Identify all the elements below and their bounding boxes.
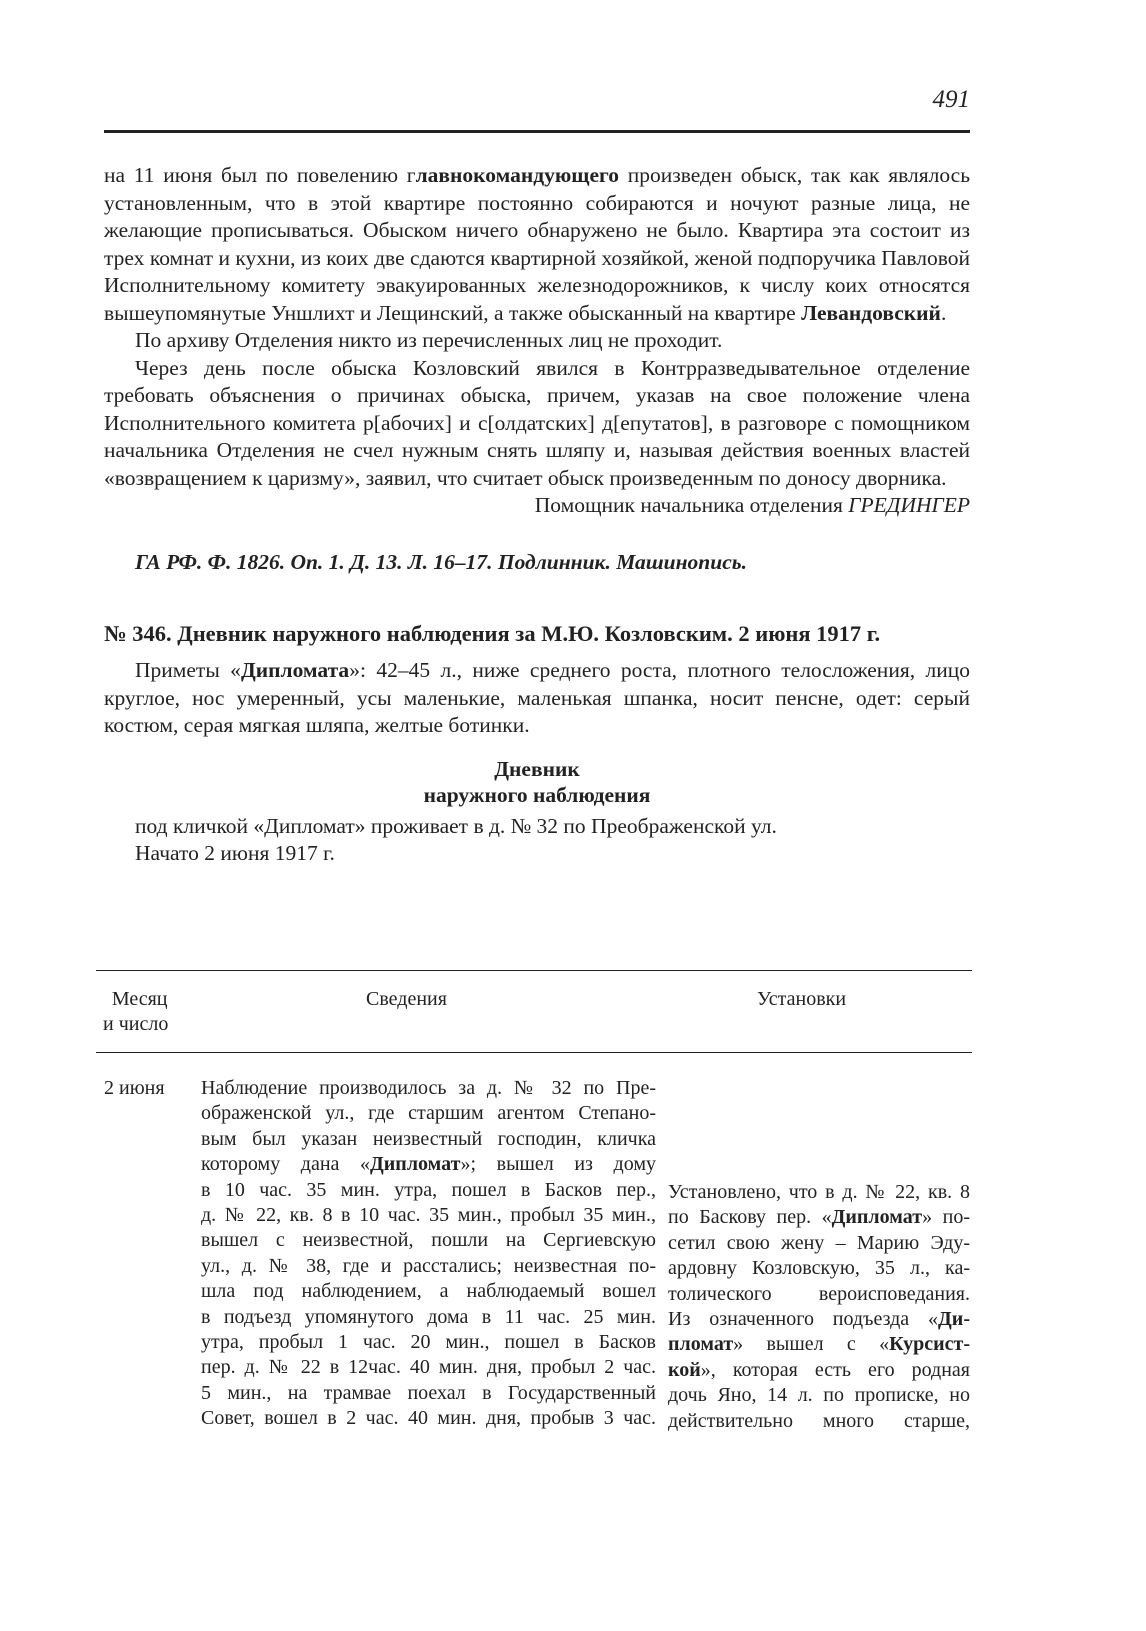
est-line: толического вероисповедания. <box>668 1282 970 1305</box>
archive-source: ГА РФ. Ф. 1826. Оп. 1. Д. 13. Л. 16–17. Подлинник. Машинопись. <box>135 549 747 574</box>
page-content <box>104 162 970 868</box>
diary-intro <box>135 813 970 868</box>
table-top-rule <box>96 970 972 971</box>
info-line: ображенской ул., где старшим агентом Степано- <box>201 1102 656 1125</box>
table-header-rule <box>96 1052 972 1053</box>
text: Из означенного подъезда « <box>668 1308 939 1331</box>
bold-text: Ди- <box>938 1308 970 1331</box>
table-cell-established <box>668 1180 970 1434</box>
est-line <box>668 1332 970 1357</box>
bold-text: Дипломата <box>240 658 350 682</box>
diary-intro-line: Начато 2 июня 1917 г. <box>135 841 335 865</box>
est-line: дочь Яно, 14 л. по прописке, но <box>668 1384 970 1407</box>
text: », которая есть его родная <box>700 1358 970 1381</box>
est-line <box>668 1307 970 1332</box>
diary-title <box>104 756 970 808</box>
paragraph-search-report <box>104 162 970 327</box>
paragraph-kozlovsky-visit: Через день после обыска Козловский явился в Контрразведывательное отделение требовать объяснения о причинах обыска, причем, указав на свое положение члена Исполнительного комитета р[абочих] и с[олдатских] д[епутатов], в разговоре с помощником начальника Отделения не счел нужным снять шляпу и, называя действия военных властей «возвращением к царизму», заявил, что считает обыск произведенным по доносу дворника. <box>104 355 970 490</box>
bold-text: пломат <box>668 1333 734 1356</box>
info-line: ул., д. № 38, где и расстались; неизвестная по- <box>201 1254 656 1277</box>
diary-title-line: наружного наблюдения <box>423 782 651 807</box>
text: . <box>940 300 947 325</box>
bold-text: Курсист- <box>889 1333 970 1356</box>
header-date-line: и число <box>103 1013 169 1035</box>
signature-position: Помощник начальника отделения <box>534 493 849 517</box>
signature-name: ГРЕДИНГЕР <box>848 493 970 517</box>
text: Приметы « <box>135 658 241 682</box>
text: »: 42–45 л., ниже среднего роста, плотного телосложения, лицо круглое, нос умеренный, усы маленькие, маленькая шпанка, носит пенсне, одет: серый костюм, серая мягкая шляпа, желтые ботинки. <box>104 658 970 737</box>
est-line: действительно много старше, <box>668 1409 970 1432</box>
bold-text: Левандовский <box>801 300 941 325</box>
text: » вышел с « <box>733 1333 890 1356</box>
est-line: сетил свою жену – Марию Эду- <box>668 1231 970 1254</box>
table-header-date <box>103 987 169 1037</box>
est-line: Установлено, что в д. № 22, кв. 8 <box>668 1181 970 1203</box>
info-line: пер. д. № 22 в 12час. 40 мин. дня, пробыл 2 час. <box>201 1356 656 1379</box>
text: » по- <box>922 1206 970 1229</box>
info-line: в подъезд упомянутого дома в 11 час. 25 мин. <box>201 1305 656 1328</box>
document-title: № 346. Дневник наружного наблюдения за М.Ю. Козловским. 2 июня 1917 г. <box>104 621 881 646</box>
table-cell-date: 2 июня <box>104 1077 165 1099</box>
header-rule <box>104 130 970 133</box>
page-number: 491 <box>932 86 970 113</box>
info-line: вым был указан неизвестный господин, кличка <box>201 1127 656 1150</box>
table-header-established: Установки <box>757 988 847 1010</box>
bold-text: кой <box>668 1358 701 1381</box>
info-line <box>201 1152 656 1177</box>
diary-intro-line: под кличкой «Дипломат» проживает в д. № 32 по Преображенской ул. <box>135 813 777 838</box>
info-line: 5 мин., на трамвае поехал в Государственный <box>201 1381 656 1404</box>
bold-text: лавнокомандующего <box>415 163 619 187</box>
diary-title-line: Дневник <box>494 756 580 781</box>
info-line: Совет, вошел в 2 час. 40 мин. дня, пробыв 3 час. <box>201 1407 656 1430</box>
info-line: Наблюдение производилось за д. № 32 по Пре- <box>201 1077 656 1099</box>
est-line <box>668 1358 970 1383</box>
text: на 11 июня был по повелению г <box>104 163 416 187</box>
info-line: д. № 22, кв. 8 в 10 час. 35 мин., пробыл 35 мин., <box>201 1204 656 1227</box>
paragraph-archive: По архиву Отделения никто из перечисленных лиц не проходит. <box>135 328 723 352</box>
est-line <box>668 1205 970 1230</box>
bold-text: Дипломат <box>831 1206 923 1229</box>
signature <box>104 492 970 520</box>
info-line: шла под наблюдением, а наблюдаемый вошел <box>201 1280 656 1303</box>
text: которому дана « <box>201 1153 371 1176</box>
info-line: в 10 час. 35 мин. утра, пошел в Басков пер., <box>201 1178 656 1201</box>
text: по Баскову пер. « <box>668 1206 832 1229</box>
info-line: вышел с неизвестной, пошли на Сергиевскую <box>201 1229 656 1252</box>
table-header-info: Сведения <box>366 988 447 1010</box>
text: произведен обыск, так как являлось установленным, что в этой квартире постоянно собираются и ночуют разные лица, не желающие прописываться. Обыском ничего обнаружено не было. Квартира эта состоит из трех комнат и кухни, из коих две сдаются квартирной хозяйкой, женой подпоручика Павловой Исполнительному комитету эвакуированных железнодорожников, к числу коих относятся вышеупомянутые Уншлихт и Лещинский, а также обысканный на квартире <box>104 163 970 325</box>
header-date-line: Месяц <box>111 988 168 1010</box>
bold-text: Дипломат <box>370 1153 461 1176</box>
table-cell-info <box>201 1076 656 1432</box>
est-line: ардовну Козловскую, 35 л., ка- <box>668 1257 970 1280</box>
text: »; вышел из дому <box>460 1153 656 1176</box>
info-line: утра, пробыл 1 час. 20 мин., пошел в Басков <box>201 1331 656 1354</box>
paragraph-signs <box>104 657 970 740</box>
